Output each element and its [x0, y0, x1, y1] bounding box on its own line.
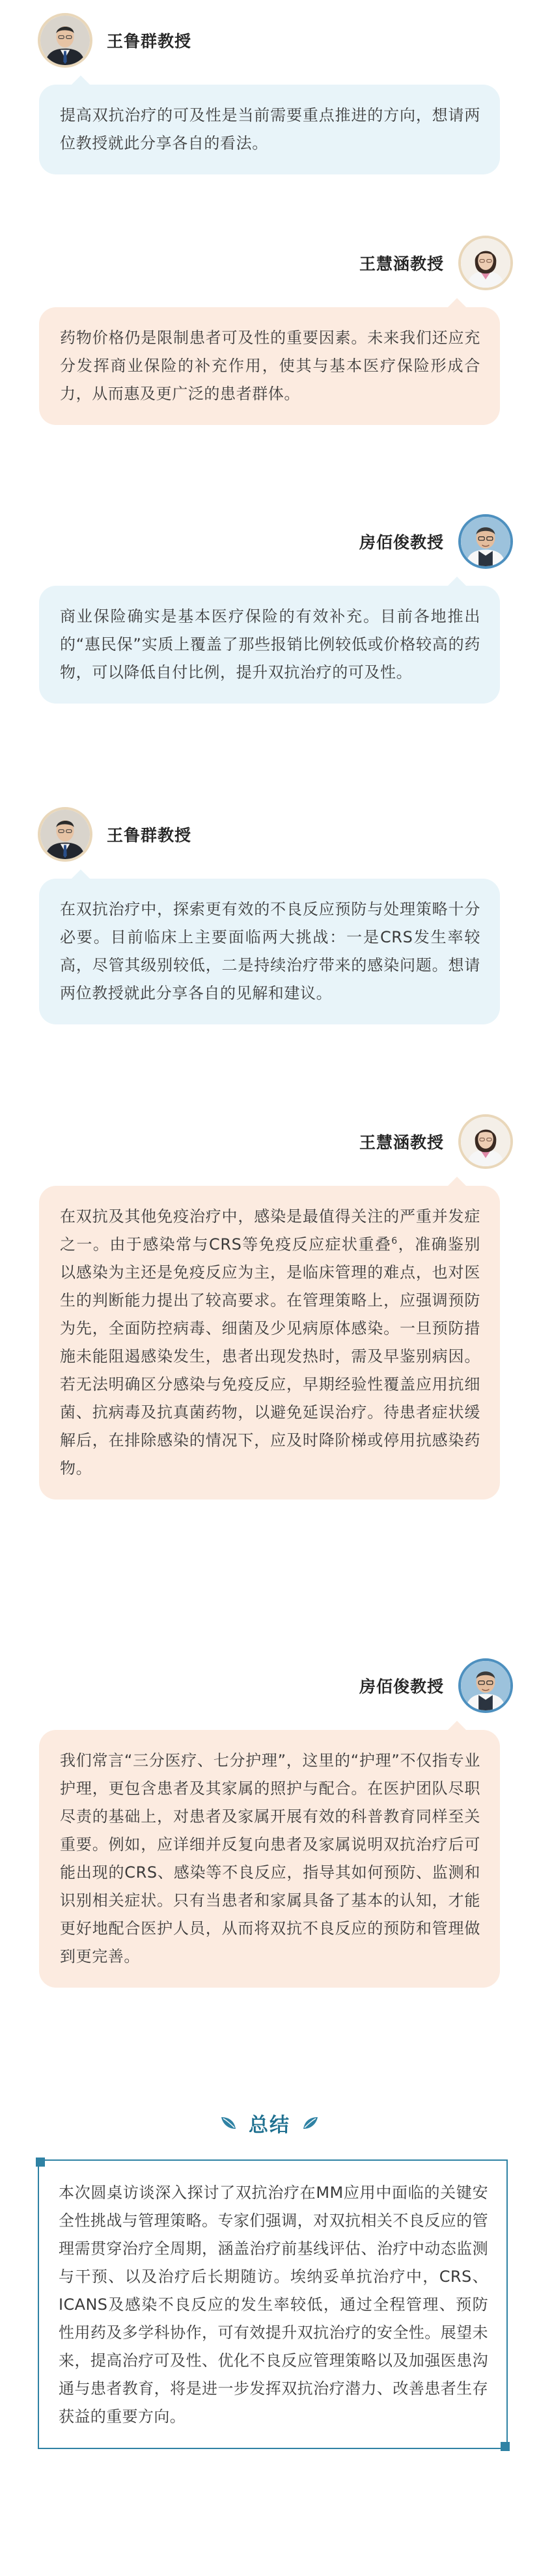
avatar	[38, 13, 92, 68]
speech-bubble	[39, 307, 500, 425]
speaker-header	[359, 514, 513, 569]
avatar	[458, 514, 513, 569]
portrait-image	[461, 1661, 510, 1710]
speech-text-part-2: ，准确鉴别以感染为主还是免疫反应为主，是临床管理的难点，也对医生的判断能力提出了较高要求。在管理策略上，应强调预防为先，全面防控病毒、细菌及少见病原体感染。一旦预防措施未能阻遏感染发生，患者出现发热时，需及早鉴别病因。若无法明确区分感染与免疫反应，早期经验性覆盖应用抗细菌、抗病毒及抗真菌药物，以避免延误治疗。待患者症状缓解后，在排除感染的情况下，应及时降阶梯或停用抗感染药物。	[60, 1235, 480, 1477]
speaker-header	[38, 13, 191, 68]
speech-text: 商业保险确实是基本医疗保险的有效补充。目前各地推出的“惠民保”实质上覆盖了那些报销比例较低或价格较高的药物，可以降低自付比例，提升双抗治疗的可及性。	[60, 607, 480, 681]
summary-title	[240, 2109, 299, 2137]
portrait-image	[40, 810, 90, 859]
speech-text: 在双抗治疗中，探索更有效的不良反应预防与处理策略十分必要。目前临床上主要面临两大挑战：一是CRS发生率较高，尽管其级别较低，二是持续治疗带来的感染问题。想请两位教授就此分享各自的见解和建议。	[60, 900, 480, 1002]
bubble-tail	[448, 1721, 466, 1730]
avatar	[38, 807, 92, 862]
summary-header	[0, 2109, 539, 2137]
bubble-tail	[72, 870, 90, 879]
avatar	[458, 1658, 513, 1713]
speech-text: 我们常言“三分医疗、七分护理”，这里的“护理”不仅指专业护理，更包含患者及其家属的照护与配合。在医护团队尽职尽责的基础上，对患者及家属开展有效的科普教育同样至关重要。例如，应详细并反复向患者及家属说明双抗治疗后可能出现的CRS、感染等不良反应，指导其如何预防、监测和识别相关症状。只有当患者和家属具备了基本的认知，才能更好地配合医护人员，从而将双抗不良反应的预防和管理做到更完善。	[60, 1751, 480, 1966]
speech-bubble	[39, 586, 500, 704]
speaker-name: 王鲁群教授	[107, 32, 192, 51]
speech-bubble	[39, 85, 500, 174]
portrait-image	[461, 1117, 510, 1166]
summary-text: 本次圆桌访谈深入探讨了双抗治疗在MM应用中面临的关键安全性挑战与管理策略。专家们强调，对双抗相关不良反应的管理需贯穿治疗全周期，涵盖治疗前基线评估、治疗中动态监测与干预、以及治疗后长期随访。埃纳妥单抗治疗中，CRS、ICANS及感染不良反应的发生率较低，通过全程管理、预防性用药及多学科协作，可有效提升双抗治疗的安全性。展望未来，提高治疗可及性、优化不良反应管理策略以及加强医患沟通与患者教育，将是进一步发挥双抗治疗潜力、改善患者生存获益的重要方向。	[59, 2184, 488, 2426]
bubble-tail	[448, 1177, 466, 1186]
speaker-name: 王鲁群教授	[107, 826, 192, 845]
corner-decoration	[36, 2158, 45, 2167]
speech-text: 药物价格仍是限制患者可及性的重要因素。未来我们还应充分发挥商业保险的补充作用，使其与基本医疗保险形成合力，从而惠及更广泛的患者群体。	[60, 329, 480, 403]
speaker-name: 王慧涵教授	[359, 1133, 444, 1152]
bubble-tail	[448, 298, 466, 307]
speaker-name: 王慧涵教授	[359, 254, 444, 273]
portrait-image	[40, 16, 90, 65]
bubble-tail	[72, 75, 90, 85]
leaf-decoration-icon	[302, 2115, 319, 2131]
summary-title-text: 总结	[249, 2114, 290, 2137]
speech-bubble	[39, 1186, 500, 1500]
speaker-name: 房佰俊教授	[359, 1677, 444, 1696]
portrait-image	[461, 517, 510, 566]
speaker-name: 房佰俊教授	[359, 533, 444, 552]
summary-box	[38, 2159, 508, 2449]
speaker-header	[359, 236, 513, 290]
bubble-tail	[448, 577, 466, 586]
speech-text: 提高双抗治疗的可及性是当前需要重点推进的方向，想请两位教授就此分享各自的看法。	[60, 106, 480, 152]
speech-bubble	[39, 1730, 500, 1988]
speech-text-part-1: 在双抗及其他免疫治疗中，感染是最值得关注的严重并发症之一。由于感染常与CRS等免疫反应症状重叠	[60, 1207, 480, 1254]
portrait-image	[461, 238, 510, 288]
avatar	[458, 1114, 513, 1169]
leaf-decoration-icon	[220, 2115, 237, 2131]
reference-number: 6	[391, 1236, 398, 1246]
speech-bubble	[39, 879, 500, 1024]
speaker-header	[38, 807, 191, 862]
avatar	[458, 236, 513, 290]
corner-decoration	[501, 2442, 510, 2451]
speaker-header	[359, 1114, 513, 1169]
speaker-header	[359, 1658, 513, 1713]
